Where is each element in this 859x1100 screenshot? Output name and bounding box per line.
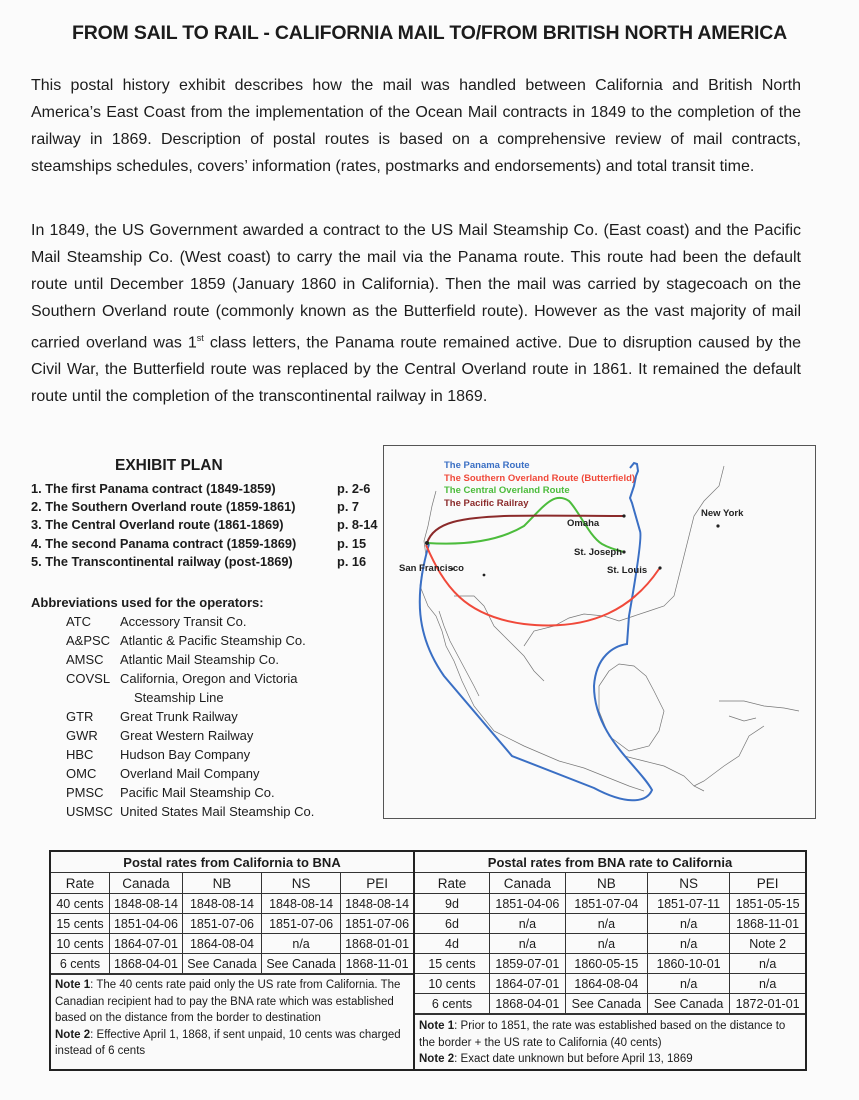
- legend-pacific-railroad: The Pacific Railray: [444, 497, 529, 509]
- cell: 6 cents: [51, 954, 110, 974]
- superscript-st: st: [196, 333, 204, 343]
- intro-text-part-2: class letters, the Panama route remained active. Due to disruption caused by the Civil War, the Butterfield route was replaced by the Central Overland route in 1861. It remained the default route until the completion of the transcontinental railway in 1869.: [31, 334, 802, 406]
- col-header: Rate: [51, 873, 110, 894]
- note-1: [55, 977, 409, 1027]
- cell: n/a: [490, 914, 566, 934]
- table-notes: [415, 1014, 805, 1070]
- abbr-key: HBC: [66, 747, 94, 762]
- cell: 10 cents: [415, 974, 490, 994]
- abbr-key: OMC: [66, 766, 97, 781]
- route-map: [383, 445, 816, 819]
- abbreviations-title: Abbreviations used for the operators:: [31, 595, 264, 610]
- table-row: [51, 954, 413, 974]
- cell: 1868-11-01: [730, 914, 805, 934]
- abbr-key: GWR: [66, 728, 98, 743]
- abbr-key: ATC: [66, 614, 92, 629]
- plan-item-page: p. 8-14: [337, 517, 378, 533]
- table-row: [415, 974, 805, 994]
- note-text: : The 40 cents rate paid only the US rate from California. The Canadian recipient had to pay the BNA rate which was established based on the distance from the border to destination: [55, 979, 401, 1024]
- cell: See Canada: [182, 954, 261, 974]
- cell: 10 cents: [51, 934, 110, 954]
- table-row: [415, 914, 805, 934]
- cell: 1851-04-06: [490, 894, 566, 914]
- abbr-item: [66, 669, 314, 688]
- label-omaha: Omaha: [567, 518, 600, 529]
- plan-item-page: p. 16: [337, 553, 367, 569]
- plan-item-label: 5. The Transcontinental railway (post-1869): [31, 553, 293, 569]
- abbr-value: Accessory Transit Co.: [120, 614, 247, 629]
- abbr-item: [66, 726, 314, 745]
- cell: 1859-07-01: [490, 954, 566, 974]
- legend-panama: The Panama Route: [444, 460, 530, 471]
- postal-rates-tables: [49, 850, 807, 1071]
- plan-item: [31, 498, 391, 516]
- cell: n/a: [565, 914, 647, 934]
- cell: 1868-01-01: [341, 934, 413, 954]
- map-legend: [444, 460, 635, 510]
- cell: 1848-08-14: [341, 894, 413, 914]
- cell: n/a: [730, 954, 805, 974]
- rates-bna-to-california: [415, 852, 805, 1069]
- abbreviations-list: [66, 612, 314, 821]
- col-header: NB: [565, 873, 647, 894]
- abbr-key: AMSC: [66, 652, 104, 667]
- cell: 1864-08-04: [182, 934, 261, 954]
- label-st-joseph: St. Joseph: [574, 547, 623, 558]
- abbr-item: [66, 707, 314, 726]
- legend-central-overland: The Central Overland Route: [444, 485, 570, 496]
- cell: n/a: [490, 934, 566, 954]
- legend-southern-overland: The Southern Overland Route (Butterfield): [444, 472, 636, 484]
- abbr-key: [66, 688, 120, 707]
- cell: 1864-07-01: [490, 974, 566, 994]
- page-title: FROM SAIL TO RAIL - CALIFORNIA MAIL TO/FROM BRITISH NORTH AMERICA: [72, 22, 787, 44]
- col-header: PEI: [730, 873, 805, 894]
- cell: 1848-08-14: [182, 894, 261, 914]
- intro-text-part-1: In 1849, the US Government awarded a contract to the US Mail Steamship Co. (East coast) and the Pacific Mail Steamship Co. (West coast) to carry the mail via the Panama route. This route had been the default route until December 1859 (January 1860 in California). Then the mail was carried by stagecoach on the Southern Overland route (commonly known as the Butterfield route). However as the vast majority of mail carried overland was 1: [31, 222, 801, 352]
- cell: 4d: [415, 934, 490, 954]
- exhibit-plan-title: EXHIBIT PLAN: [115, 457, 223, 474]
- cell: 15 cents: [51, 914, 110, 934]
- table-caption: Postal rates from California to BNA: [51, 852, 413, 873]
- rates-table-to-bna: [51, 852, 413, 974]
- cell: See Canada: [565, 994, 647, 1014]
- cell: 6 cents: [415, 994, 490, 1014]
- intro-paragraph-2: [31, 217, 801, 410]
- table-row: [415, 934, 805, 954]
- table-notes: [51, 974, 413, 1062]
- abbr-item: [66, 802, 314, 821]
- cell: n/a: [648, 914, 730, 934]
- abbr-item: [66, 612, 314, 631]
- table-row: [51, 934, 413, 954]
- abbr-item: [66, 688, 314, 707]
- note-text: : Effective April 1, 1868, if sent unpaid, 10 cents was charged instead of 6 cents: [55, 1028, 401, 1057]
- plan-item: [31, 553, 391, 571]
- exhibit-plan-list: [31, 480, 391, 571]
- abbr-item: [66, 650, 314, 669]
- cell: 1868-04-01: [110, 954, 183, 974]
- table-caption: Postal rates from BNA rate to California: [415, 852, 805, 873]
- cell: 1872-01-01: [730, 994, 805, 1014]
- cell: n/a: [262, 934, 341, 954]
- cell: 15 cents: [415, 954, 490, 974]
- cell: See Canada: [648, 994, 730, 1014]
- cell: 1848-08-14: [262, 894, 341, 914]
- col-header: Rate: [415, 873, 490, 894]
- abbr-key: COVSL: [66, 671, 111, 686]
- plan-item: [31, 516, 391, 534]
- cell: 1860-10-01: [648, 954, 730, 974]
- table-row: [51, 894, 413, 914]
- plan-item: [31, 535, 391, 553]
- cell: 9d: [415, 894, 490, 914]
- abbr-item: [66, 631, 314, 650]
- note-label: Note 2: [419, 1053, 455, 1065]
- cell: 1851-07-04: [565, 894, 647, 914]
- label-new-york: New York: [701, 508, 744, 519]
- abbr-item: [66, 745, 314, 764]
- note-label: Note 1: [55, 979, 91, 991]
- rates-table-to-california: [415, 852, 805, 1014]
- abbr-value: Steamship Line: [134, 690, 224, 705]
- cell: 40 cents: [51, 894, 110, 914]
- table-header-row: [51, 873, 413, 894]
- cell: Note 2: [730, 934, 805, 954]
- cell: 1851-04-06: [110, 914, 183, 934]
- note-text: : Exact date unknown but before April 13, 1869: [454, 1053, 693, 1065]
- col-header: NS: [648, 873, 730, 894]
- note-label: Note 2: [55, 1028, 91, 1041]
- abbr-value: Great Western Railway: [120, 728, 254, 743]
- col-header: PEI: [341, 873, 413, 894]
- col-header: Canada: [110, 873, 183, 894]
- cell: 1848-08-14: [110, 894, 183, 914]
- note-text: : Prior to 1851, the rate was established based on the distance to the border + the US rate to California (40 cents): [419, 1020, 786, 1049]
- cell: n/a: [648, 934, 730, 954]
- cell: 1851-07-11: [648, 894, 730, 914]
- abbr-item: [66, 783, 314, 802]
- cell: n/a: [648, 974, 730, 994]
- label-san-francisco: San Francisco: [399, 563, 464, 574]
- note-label: Note 1: [419, 1020, 455, 1032]
- plan-item-page: p. 15: [337, 535, 367, 551]
- label-st-louis: St. Louis: [607, 565, 648, 576]
- table-row: [51, 914, 413, 934]
- plan-item-label: 2. The Southern Overland route (1859-1861): [31, 499, 296, 515]
- cell: 6d: [415, 914, 490, 934]
- plan-item-label: 3. The Central Overland route (1861-1869): [31, 517, 284, 533]
- cell: See Canada: [262, 954, 341, 974]
- abbr-key: USMSC: [66, 804, 113, 819]
- plan-item-label: 1. The first Panama contract (1849-1859): [31, 481, 276, 496]
- plan-item: [31, 480, 391, 498]
- cell: 1851-07-06: [262, 914, 341, 934]
- col-header: Canada: [490, 873, 566, 894]
- abbr-item: [66, 764, 314, 783]
- cell: n/a: [565, 934, 647, 954]
- abbr-value: United States Mail Steamship Co.: [120, 804, 315, 819]
- cell: 1864-07-01: [110, 934, 183, 954]
- intro-paragraph-1: This postal history exhibit describes how the mail was handled between California and British North America’s East Coast from the implementation of the Ocean Mail contracts in 1849 to the completion of the railway in 1869. Description of postal routes is based on a comprehensive review of mail contracts, steamships schedules, covers’ information (rates, postmarks and endorsements) and total transit time.: [31, 77, 801, 175]
- abbr-value: Atlantic & Pacific Steamship Co.: [120, 633, 306, 648]
- cell: 1851-07-06: [182, 914, 261, 934]
- table-row: [415, 994, 805, 1014]
- cell: 1860-05-15: [565, 954, 647, 974]
- note-1: [419, 1018, 801, 1051]
- abbr-value: Hudson Bay Company: [120, 747, 251, 762]
- cell: 1864-08-04: [565, 974, 647, 994]
- table-header-row: [415, 873, 805, 894]
- abbr-value: Great Trunk Railway: [120, 709, 238, 724]
- abbr-key: A&PSC: [66, 633, 111, 648]
- abbr-key: GTR: [66, 709, 94, 724]
- col-header: NB: [182, 873, 261, 894]
- rates-california-to-bna: [51, 852, 415, 1069]
- abbr-value: Pacific Mail Steamship Co.: [120, 785, 275, 800]
- abbr-value: Overland Mail Company: [120, 766, 260, 781]
- table-row: [415, 954, 805, 974]
- plan-item-page: p. 2-6: [337, 481, 371, 496]
- abbr-key: PMSC: [66, 785, 104, 800]
- abbr-value: California, Oregon and Victoria: [120, 671, 298, 686]
- plan-item-label: 4. The second Panama contract (1859-1869): [31, 535, 297, 551]
- abbr-value: Atlantic Mail Steamship Co.: [120, 652, 279, 667]
- note-2: [419, 1051, 801, 1068]
- plan-item-page: p. 7: [337, 499, 360, 515]
- note-2: [55, 1027, 409, 1060]
- table-row: [415, 894, 805, 914]
- cell: 1851-07-06: [341, 914, 413, 934]
- col-header: NS: [262, 873, 341, 894]
- cell: 1868-11-01: [341, 954, 413, 974]
- cell: 1868-04-01: [490, 994, 566, 1014]
- cell: n/a: [730, 974, 805, 994]
- cell: 1851-05-15: [730, 894, 805, 914]
